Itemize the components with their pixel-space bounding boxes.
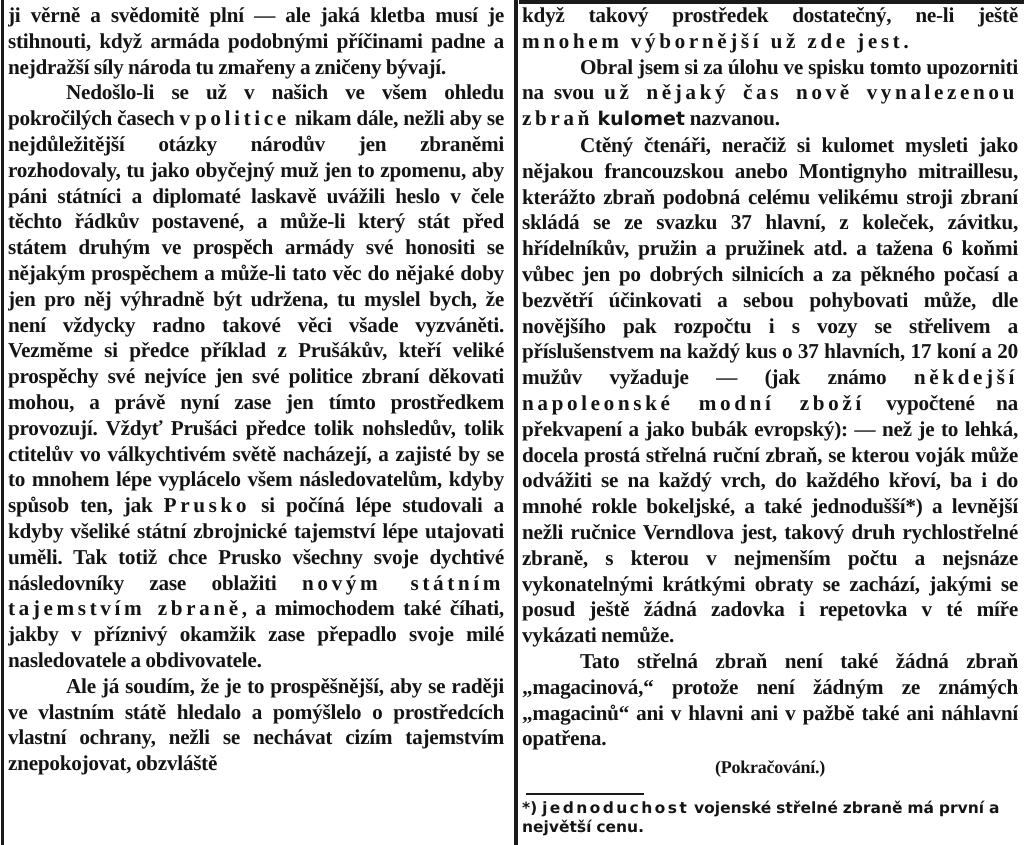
paragraph-2: Nedošlo-li se už v našich ve všem ohledu pokročilých časech v politice nikam dále, nežli aby se nejdůležitější otázky národův jen zbraněmi rozhodovaly, tu jako obyčejný muž jen to zpomenu, aby páni státníci a diplomaté laskavě uvážili heslo v čele těchto řádkův postavené, a může-li který stát před státem druhým ve prospěch armády své honositi se nějakým prospěchem a může-li tato věc do nějaké doby jen pro něj výhradně být udržena, tu myslel bych, že není vždycky radno takové věci všade vyzváněti. Vezměme si předce příklad z Prušákův, kteří veliké prospěchy své nejvíce jen své politice zbraní děkovati mohou, a právě nyní zase jen tímto prostředkem provozují. Vždyť Prušáci předce tolik nohsledův, tolik ctitelův vo válkychtivém světě nacházejí, a zajisté by se to mnohem lépe vyplácelo všem následovatelům, kdyby spůsob ten, jak Prusko si počíná lépe studovali a kdyby všeliké státní zbrojnické tajemství lépe utajovati uměli. Tak totiž chce Prusko všechny svoje dychtivé následovníky zase oblažiti novým státním tajemstvím zbraně, a mimochodem také číhati, jakby v příznivý okamžik zase přepadlo svoje milé nasledovatele a obdivovatele. <box>8 80 504 672</box>
paragraph-5: Obral jsem si za úlohu ve spisku tomto upozorniti na svou už nějaký čas nově vynalezenou zbraň kulomet nazvanou. <box>522 54 1018 131</box>
column-divider-rule <box>514 0 518 845</box>
spaced-emphasis: mnohem výbornější už zde jest. <box>522 28 913 53</box>
bold-term: kulomet <box>597 108 686 131</box>
spaced-emphasis: jednoduchost <box>542 798 690 817</box>
left-edge-rule <box>1 0 4 845</box>
right-text-column <box>522 3 1018 843</box>
paragraph-4: když takový prostředek dostatečný, ne-li ještě mnohem výbornější už zde jest. <box>522 3 1018 53</box>
paragraph-1: ji věrně a svědomitě plní — ale jaká kletba musí je stihnouti, když armáda podobnými příčinami padne a nejdražší síly národa tu zmařeny a zničeny bývají. <box>8 3 504 79</box>
spaced-emphasis: někdejší napoleonské modní zboží <box>522 365 1018 415</box>
paragraph-7: Tato střelná zbraň není také žádná zbraň „magacinová,“ protože není žádným ze známých „magacinů“ ani v hlavni ani v pažbě také ani náhlavní opatřena. <box>522 648 1018 751</box>
spaced-emphasis: novým státním tajemstvím zbraně <box>8 570 504 621</box>
footnote-rule <box>526 793 644 795</box>
spaced-emphasis: už nějaký čas nově vynalezenou zbraň <box>522 80 1018 131</box>
spaced-emphasis: politice <box>195 106 290 131</box>
spaced-emphasis: Prusko <box>163 493 251 518</box>
paragraph-6: Ctěný čtenáři, neračiž si kulomet mysleti jako nějakou francouzskou anebo Montignyho mitraillesu, kterážto zbraň podobná celému velikému stroji zbraní skládá se ze svazku 37 hlavní, z koleček, závitku, hřídelníkův, pružin a pružinek atd. a tažena 6 koňmi vůbec jen po dobrých silnicích a za pěkného počasí a bezvětří účinkovati a sebou pohybovati může, dle novějšího pak rozpočtu i s vozy se střelivem a příslušenstvem na každý kus o 37 hlavních, 17 koní a 20 mužův vyžaduje — (jak známo někdejší napoleonské modní zboží vypočtené na překvapení a jako bubák evropský): — než je to lehká, docela prostá střelná ruční zbraň, se kterou voják může odvážiti se na každý vrch, do každého křoví, ba i do mnohé rokle bokeljské, a také jednodušší*) a levnější nežli ručnice Verndlova jest, takový druh rychlostřelné zbraně, s kterou v nejmenším počtu a nejsnáze vykonatelnými krátkými obraty se zachází, jakými se posud ještě žádná zadovka i repetovka v té míře vykázati nemůže. <box>522 132 1018 648</box>
paragraph-3: Ale já soudím, že je to prospěšnější, aby se raději ve vlastním státě hledalo a pomýšlelo o prostředcích vlastní ochrany, nežli se nechávat cizím tajemstvím znepokojovat, obzvláště <box>8 673 504 776</box>
left-text-column <box>8 3 504 843</box>
continued-note: (Pokračování.) <box>715 757 825 778</box>
footnote: *) jednoduchost vojenské střelné zbraně má první a největší cenu. <box>522 798 1000 836</box>
